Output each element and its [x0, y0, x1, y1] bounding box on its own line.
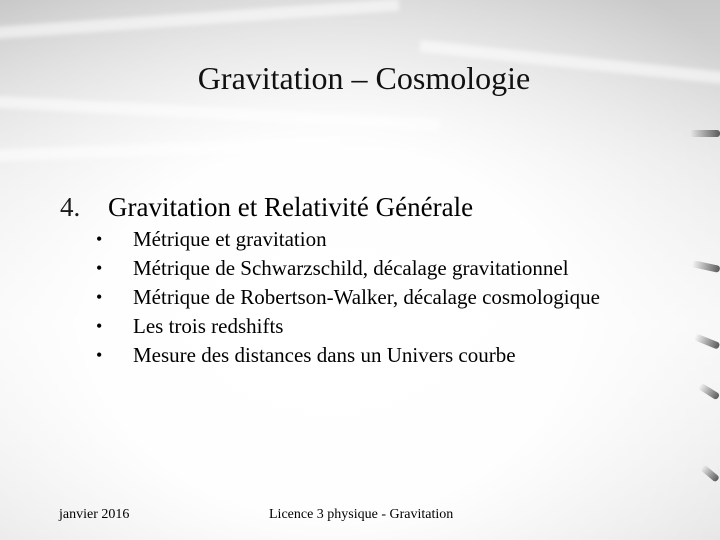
- bullet-text: Les trois redshifts: [133, 314, 284, 338]
- edge-decoration: [690, 130, 720, 137]
- edge-decoration: [700, 464, 720, 482]
- list-item: [96, 283, 656, 312]
- list-item: [96, 312, 656, 341]
- bullet-icon: •: [96, 345, 103, 365]
- edge-decoration: [698, 383, 720, 401]
- bullet-icon: •: [96, 258, 103, 278]
- list-item: [96, 254, 656, 283]
- bullet-text: Mesure des distances dans un Univers courbe: [133, 343, 516, 367]
- edge-decoration: [692, 260, 720, 273]
- footer-course: Licence 3 physique - Gravitation: [269, 507, 454, 522]
- background-streak: [0, 137, 340, 162]
- background-streak: [0, 95, 440, 131]
- footer-date: janvier 2016: [59, 507, 130, 522]
- bullet-icon: •: [96, 229, 103, 249]
- edge-decoration: [694, 333, 720, 349]
- bullet-text: Métrique de Robertson-Walker, décalage cosmologique: [133, 285, 600, 309]
- bullet-text: Métrique et gravitation: [133, 227, 327, 251]
- background-streak: [0, 0, 399, 40]
- bullet-list: [96, 225, 656, 370]
- list-item: [96, 225, 656, 254]
- slide-title: Gravitation – Cosmologie: [197, 60, 531, 96]
- list-item: [96, 341, 656, 370]
- bullet-icon: •: [96, 316, 103, 336]
- section-number: 4.: [60, 192, 81, 222]
- bullet-text: Métrique de Schwarzschild, décalage gravitationnel: [133, 256, 569, 280]
- section-title: Gravitation et Relativité Générale: [108, 192, 474, 222]
- bullet-icon: •: [96, 287, 103, 307]
